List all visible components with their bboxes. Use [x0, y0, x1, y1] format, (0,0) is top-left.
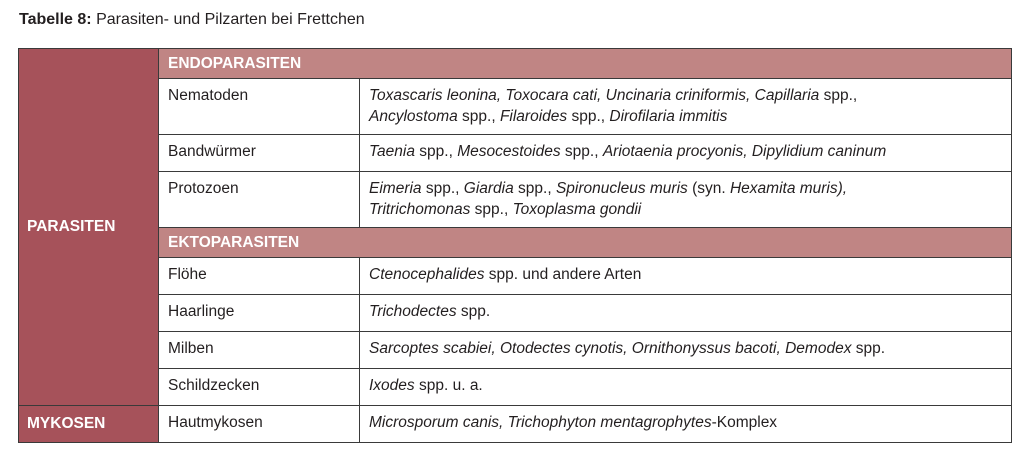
subhead-row-endo	[19, 49, 1012, 79]
table-row	[19, 135, 1012, 172]
subhead-endoparasites: ENDOPARASITEN	[159, 49, 1012, 79]
table-row	[19, 332, 1012, 369]
table-row	[19, 79, 1012, 135]
table-row	[19, 369, 1012, 406]
row-species-milben: Sarcoptes scabiei, Otodectes cynotis, Ornithonyssus bacoti, Demodex spp.	[360, 332, 1012, 369]
row-name-nematoden: Nematoden	[159, 79, 360, 135]
row-name-haarlinge: Haarlinge	[159, 295, 360, 332]
row-species-bandwuermer: Taenia spp., Mesocestoides spp., Ariotaenia procyonis, Dipylidium caninum	[360, 135, 1012, 172]
row-name-floehe: Flöhe	[159, 258, 360, 295]
table-row	[19, 172, 1012, 228]
parasite-table	[18, 48, 1012, 443]
table-row	[19, 295, 1012, 332]
row-name-milben: Milben	[159, 332, 360, 369]
row-species-haarlinge: Trichodectes spp.	[360, 295, 1012, 332]
table-caption	[19, 10, 365, 30]
group-cell-mycoses: MYKOSEN	[19, 406, 159, 443]
row-species-protozoen: Eimeria spp., Giardia spp., Spironucleus muris (syn. Hexamita muris), Tritrichomonas spp., Toxoplasma gondii	[360, 172, 1012, 228]
row-species-schildzecken: Ixodes spp. u. a.	[360, 369, 1012, 406]
caption-title: Parasiten- und Pilzarten bei Frettchen	[96, 11, 365, 28]
row-name-schildzecken: Schildzecken	[159, 369, 360, 406]
table-row	[19, 258, 1012, 295]
table-row	[19, 406, 1012, 443]
row-name-protozoen: Protozoen	[159, 172, 360, 228]
subhead-row-ekto	[19, 228, 1012, 258]
row-name-hautmykosen: Hautmykosen	[159, 406, 360, 443]
row-species-nematoden: Toxascaris leonina, Toxocara cati, Uncinaria criniformis, Capillaria spp., Ancylostoma spp., Filaroides spp., Dirofilaria immitis	[360, 79, 1012, 135]
caption-label: Tabelle 8:	[19, 11, 92, 28]
group-cell-parasites: PARASITEN	[19, 49, 159, 406]
row-species-floehe: Ctenocephalides spp. und andere Arten	[360, 258, 1012, 295]
row-name-bandwuermer: Bandwürmer	[159, 135, 360, 172]
row-species-hautmykosen: Microsporum canis, Trichophyton mentagrophytes-Komplex	[360, 406, 1012, 443]
subhead-ektoparasites: EKTOPARASITEN	[159, 228, 1012, 258]
